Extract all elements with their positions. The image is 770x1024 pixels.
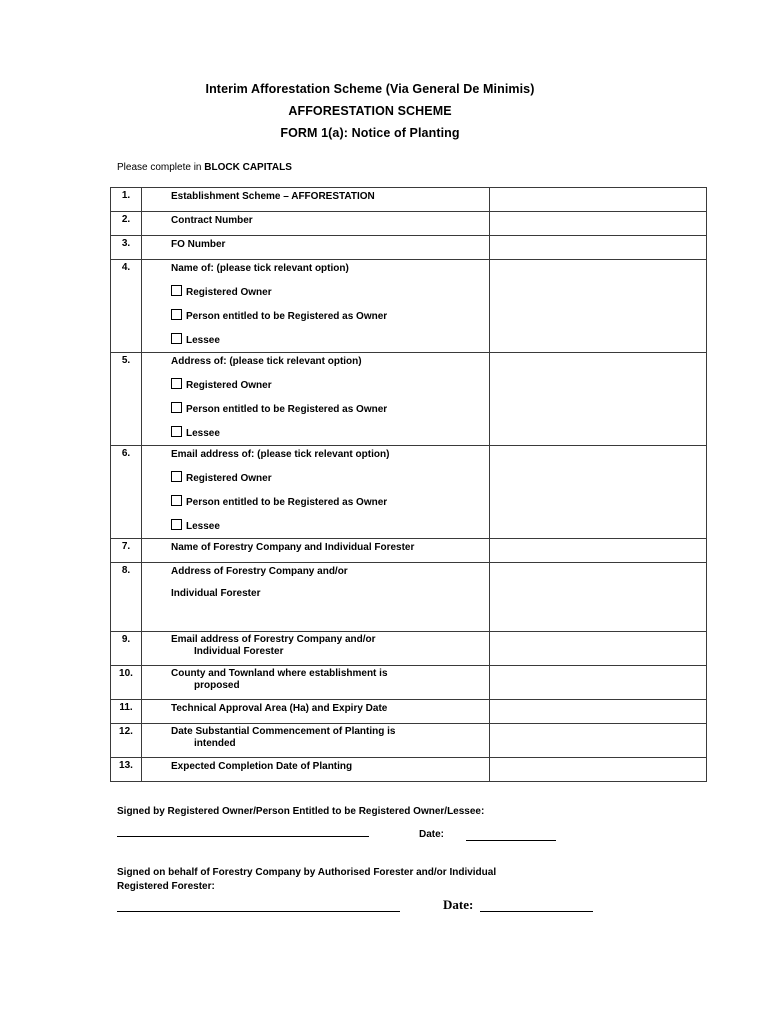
row-label-group: [142, 260, 490, 353]
row-label: Contract Number: [142, 212, 490, 236]
option-label: Lessee: [186, 521, 220, 532]
scheme-title: AFFORESTATION SCHEME: [288, 104, 452, 118]
answer-field[interactable]: [490, 212, 707, 236]
row-number: 8.: [111, 563, 142, 632]
row-label: Technical Approval Area (Ha) and Expiry Date: [142, 700, 490, 724]
table-row: [111, 188, 707, 212]
option-lessee: [171, 333, 485, 347]
option-person-entitled: [171, 309, 485, 323]
instruction-emphasis: BLOCK CAPITALS: [204, 162, 292, 173]
option-person-entitled: [171, 402, 485, 416]
checkbox[interactable]: [171, 285, 182, 296]
row-label-continuation: Individual Forester: [194, 646, 284, 657]
row-label-group: [142, 724, 490, 758]
option-registered-owner: [171, 285, 485, 299]
row-label-group: [142, 563, 490, 632]
table-row: [111, 724, 707, 758]
row-number: 9.: [111, 632, 142, 666]
row-label-group: [142, 666, 490, 700]
owner-signature-label: Signed by Registered Owner/Person Entitled to be Registered Owner/Lessee:: [117, 806, 485, 817]
checkbox[interactable]: [171, 471, 182, 482]
signature-field[interactable]: [117, 836, 369, 837]
answer-field[interactable]: [490, 236, 707, 260]
owner-date-line[interactable]: [466, 829, 556, 844]
option-label: Person entitled to be Registered as Owner: [186, 497, 388, 508]
answer-field[interactable]: [490, 700, 707, 724]
option-label: Lessee: [186, 428, 220, 439]
answer-field[interactable]: [490, 188, 707, 212]
forester-date-line[interactable]: [480, 900, 593, 915]
forester-signature-label-cont: Registered Forester:: [117, 881, 215, 892]
row-number: 1.: [111, 188, 142, 212]
table-row: [111, 632, 707, 666]
checkbox[interactable]: [171, 309, 182, 320]
row-label-group: [142, 632, 490, 666]
option-registered-owner: [171, 471, 485, 485]
row-number: 6.: [111, 446, 142, 539]
row-label: FO Number: [142, 236, 490, 260]
checkbox[interactable]: [171, 378, 182, 389]
option-lessee: [171, 519, 485, 533]
table-row: [111, 260, 707, 353]
row-label: Name of: (please tick relevant option): [171, 263, 349, 274]
answer-field[interactable]: [490, 539, 707, 563]
date-field[interactable]: [480, 900, 593, 912]
option-lessee: [171, 426, 485, 440]
table-row: [111, 700, 707, 724]
row-number: 3.: [111, 236, 142, 260]
form-title: Interim Afforestation Scheme (Via General De Minimis): [205, 82, 535, 96]
form-header: [0, 78, 740, 144]
row-label-group: [142, 446, 490, 539]
answer-field[interactable]: [490, 666, 707, 700]
answer-field[interactable]: [490, 758, 707, 782]
option-label: Registered Owner: [186, 380, 272, 391]
row-label: Email address of: (please tick relevant option): [171, 449, 390, 460]
row-number: 2.: [111, 212, 142, 236]
option-label: Registered Owner: [186, 287, 272, 298]
table-row: [111, 563, 707, 632]
row-number: 4.: [111, 260, 142, 353]
row-label: Name of Forestry Company and Individual Forester: [142, 539, 490, 563]
row-number: 13.: [111, 758, 142, 782]
answer-field[interactable]: [490, 632, 707, 666]
option-label: Registered Owner: [186, 473, 272, 484]
instruction-prefix: Please complete in: [117, 162, 205, 173]
date-field[interactable]: [466, 829, 556, 841]
owner-signature-line[interactable]: [117, 829, 369, 840]
row-label-continuation: proposed: [194, 680, 240, 691]
table-row: [111, 758, 707, 782]
option-person-entitled: [171, 495, 485, 509]
answer-field[interactable]: [490, 260, 707, 353]
row-label: Email address of Forestry Company and/or: [171, 634, 376, 645]
answer-field[interactable]: [490, 563, 707, 632]
option-label: Lessee: [186, 335, 220, 346]
option-registered-owner: [171, 378, 485, 392]
row-number: 7.: [111, 539, 142, 563]
row-label: Date Substantial Commencement of Planting is: [171, 726, 396, 737]
row-number: 12.: [111, 724, 142, 758]
row-label-continuation: Individual Forester: [171, 588, 261, 599]
checkbox[interactable]: [171, 495, 182, 506]
option-label: Person entitled to be Registered as Owner: [186, 404, 388, 415]
forester-signature-line[interactable]: [117, 900, 400, 915]
row-label: Establishment Scheme – AFFORESTATION: [142, 188, 490, 212]
table-row: [111, 236, 707, 260]
row-label: Address of: (please tick relevant option): [171, 356, 362, 367]
answer-field[interactable]: [490, 353, 707, 446]
signature-field[interactable]: [117, 900, 400, 912]
checkbox[interactable]: [171, 519, 182, 530]
row-number: 11.: [111, 700, 142, 724]
option-label: Person entitled to be Registered as Owner: [186, 311, 388, 322]
answer-field[interactable]: [490, 724, 707, 758]
table-row: [111, 353, 707, 446]
forester-signature-label: Signed on behalf of Forestry Company by Authorised Forester and/or Individual: [117, 867, 497, 878]
checkbox[interactable]: [171, 333, 182, 344]
table-row: [111, 666, 707, 700]
owner-date-label: Date:: [419, 829, 445, 840]
form-subtitle: FORM 1(a): Notice of Planting: [280, 126, 460, 140]
answer-field[interactable]: [490, 446, 707, 539]
row-label: Expected Completion Date of Planting: [142, 758, 490, 782]
row-number: 10.: [111, 666, 142, 700]
table-row: [111, 446, 707, 539]
row-label-continuation: intended: [194, 738, 236, 749]
table-row: [111, 539, 707, 563]
row-number: 5.: [111, 353, 142, 446]
row-label-group: [142, 353, 490, 446]
table-row: [111, 212, 707, 236]
instruction-text: [117, 162, 292, 173]
row-label: County and Townland where establishment is: [171, 668, 388, 679]
notice-form-table: [110, 187, 707, 782]
checkbox[interactable]: [171, 426, 182, 437]
forester-date-label: Date:: [443, 897, 474, 912]
row-label: Address of Forestry Company and/or: [171, 566, 348, 577]
checkbox[interactable]: [171, 402, 182, 413]
